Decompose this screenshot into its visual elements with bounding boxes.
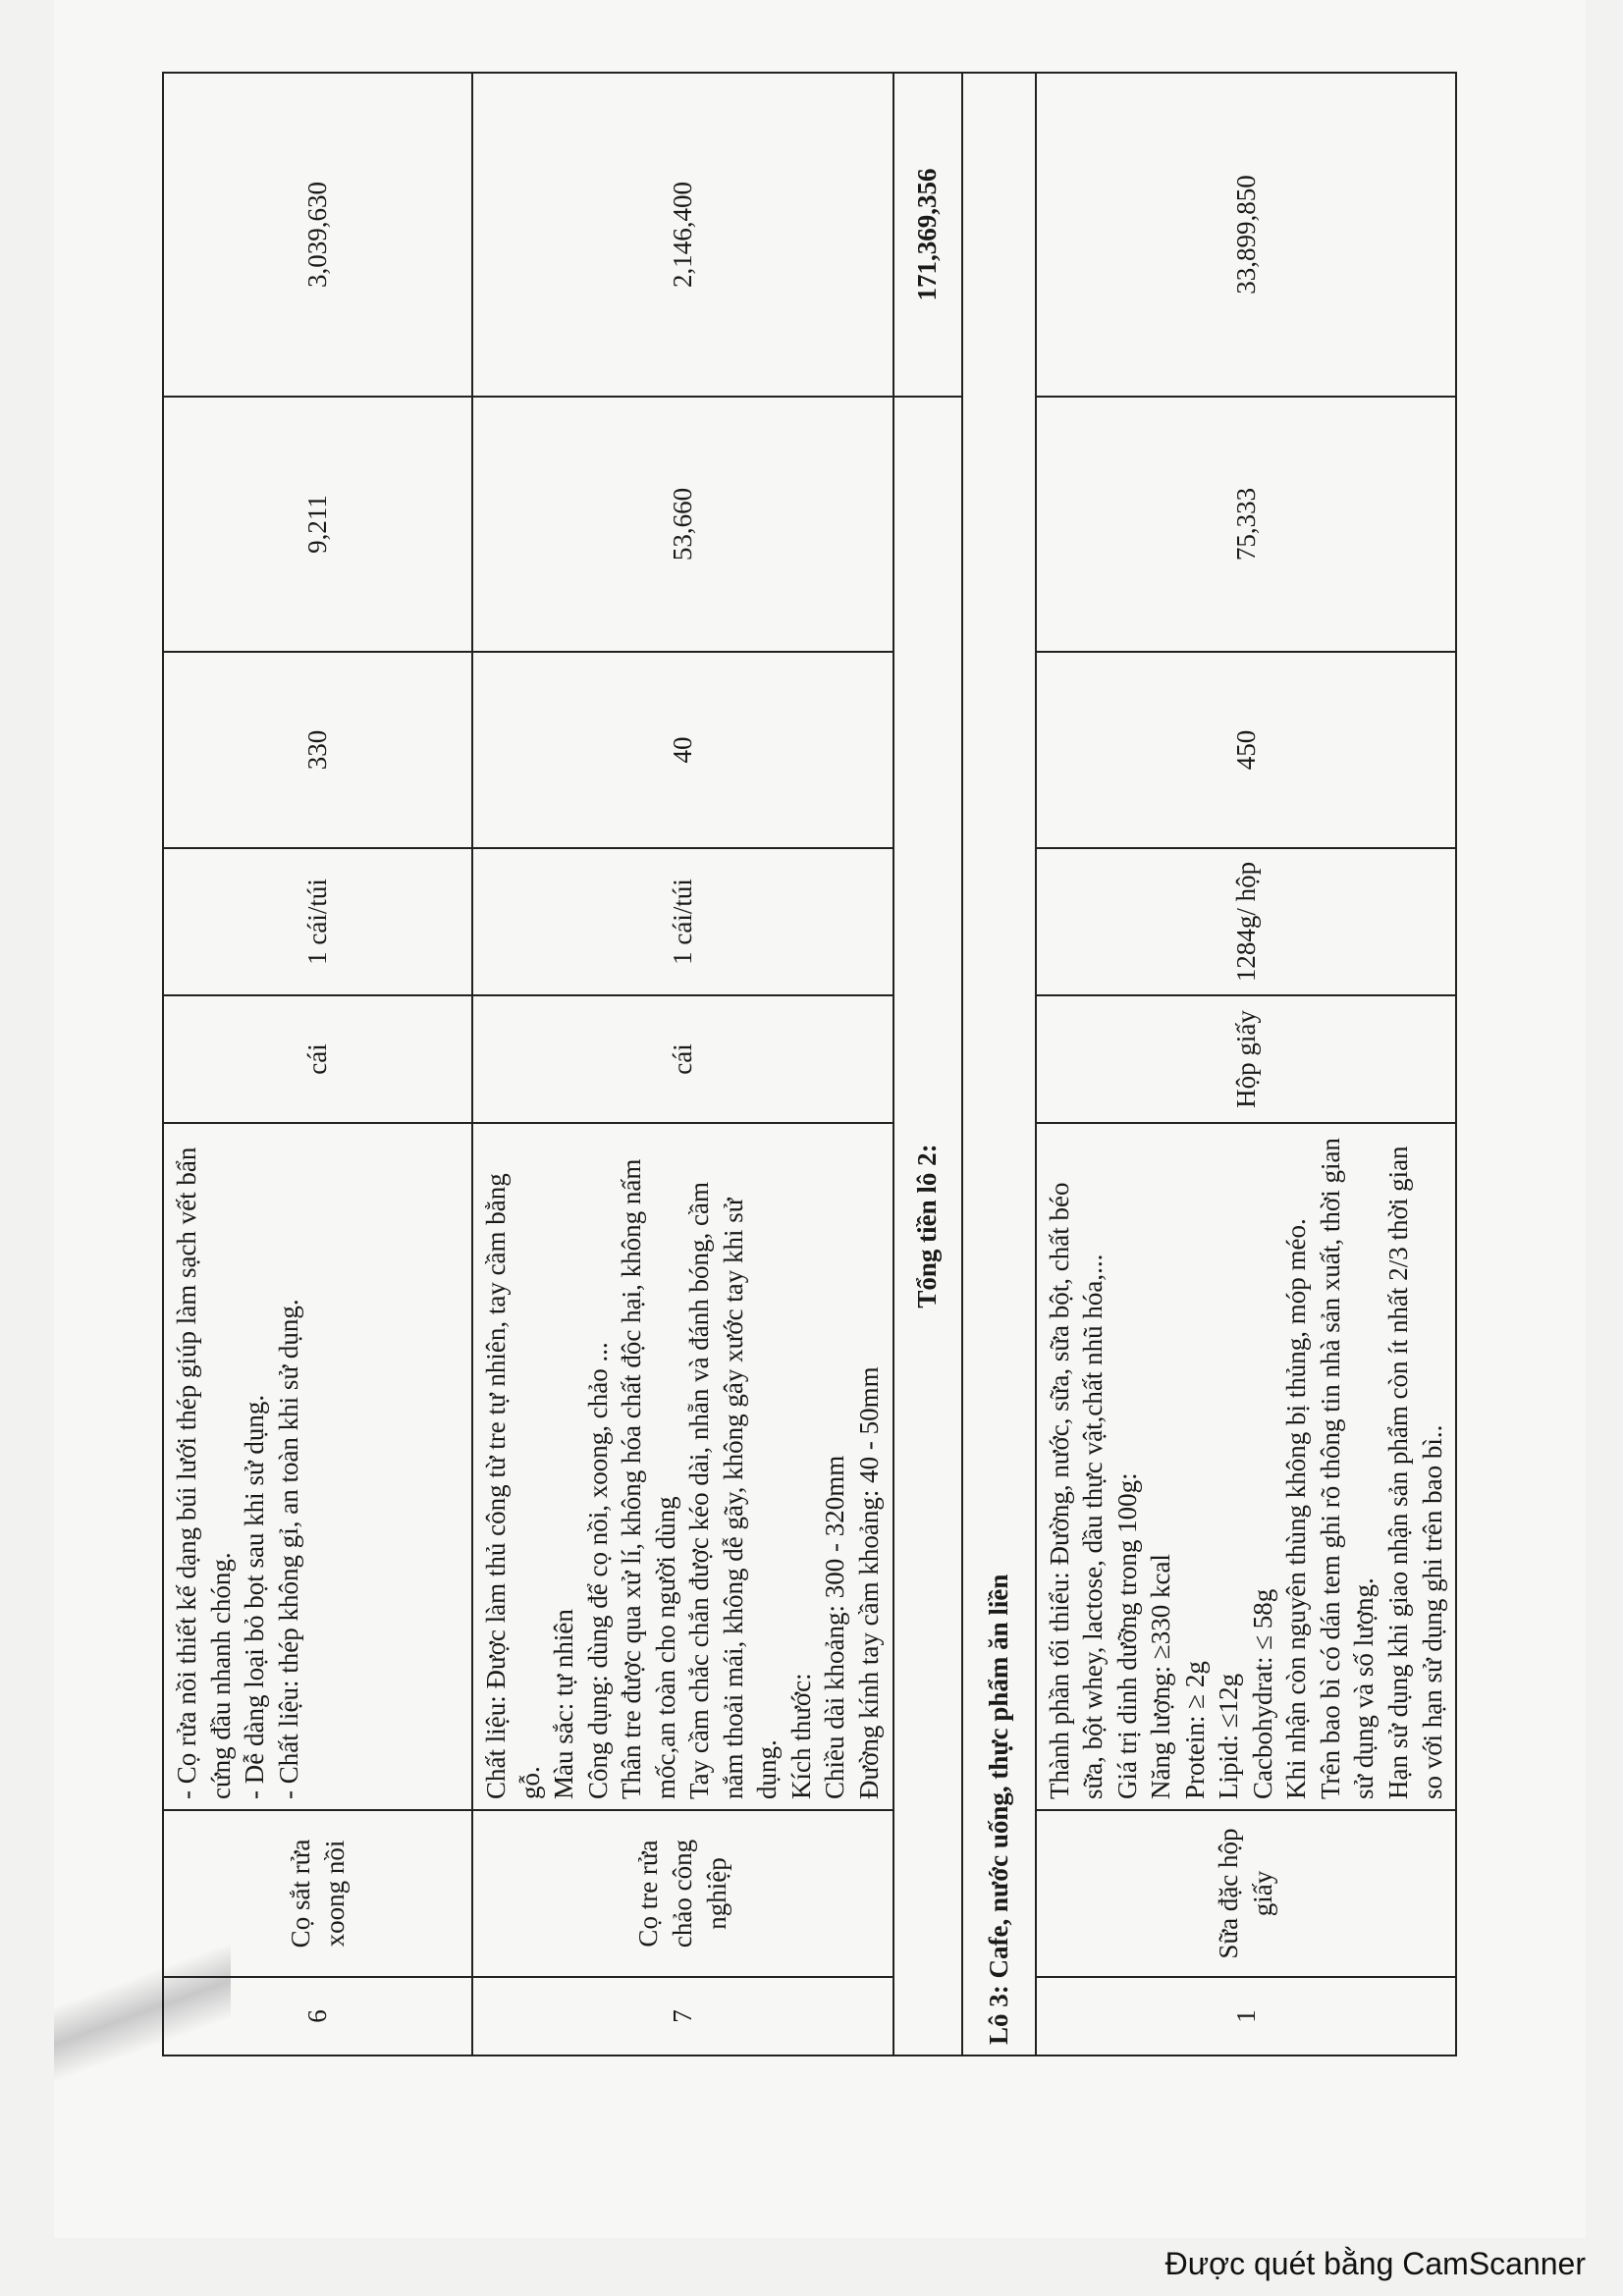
row-spec	[472, 1123, 893, 1810]
row-packing: 1 cái/túi	[163, 848, 472, 995]
spec-line: Thân tre được qua xử lí, không hóa chất độc hại, không nấm mốc,an toàn cho người dùng	[617, 1158, 680, 1799]
spec-line: Tay cầm chắc chắn được kéo dài, nhẵn và đánh bóng, cầm nắm thoải mái, không dễ gãy, không gây xước tay khi sử dụng.	[684, 1181, 783, 1799]
spec-line: Cacbohydrat: ≤ 58g	[1247, 1588, 1277, 1799]
row-spec	[163, 1123, 472, 1810]
scanner-watermark: Được quét bằng CamScanner	[1164, 2246, 1586, 2281]
spec-line: Công dụng: dùng để cọ nồi, xoong, chảo ...	[582, 1342, 613, 1799]
row-unit: Hộp giấy	[1036, 995, 1457, 1123]
row-unit-price: 9,211	[163, 397, 472, 652]
row-item-name: Sữa đặc hộp giấy	[1036, 1810, 1457, 1977]
row-total: 2,146,400	[472, 73, 893, 397]
specification-table	[162, 72, 1457, 2056]
subtotal-label: Tổng tiền lô 2:	[893, 397, 962, 2056]
row-unit: cái	[472, 995, 893, 1123]
table-row	[472, 73, 893, 2056]
spec-line: Kích thước:	[785, 1673, 816, 1799]
lot-heading: Lô 3: Cafe, nước uống, thực phẩm ăn liền	[962, 73, 1036, 2056]
spec-line: Chất liệu: Được làm thủ công từ tre tự nhiên, tay cầm bằng gỗ.	[481, 1173, 545, 1799]
spec-line: Đường kính tay cầm khoảng: 40 - 50mm	[854, 1366, 885, 1799]
spec-line: - Cọ rửa nồi thiết kế dạng búi lưới thép giúp làm sạch vết bẩn cứng đầu nhanh chóng.	[172, 1147, 236, 1799]
subtotal-value: 171,369,356	[893, 73, 962, 397]
table-row	[163, 73, 472, 2056]
row-quantity: 40	[472, 652, 893, 848]
spec-line: - Chất liệu: thép không gỉ, an toàn khi sử dụng.	[273, 1299, 303, 1799]
spec-line: Giá trị dinh dưỡng trong 100g:	[1111, 1472, 1142, 1799]
row-quantity: 450	[1036, 652, 1457, 848]
spec-line: - Dễ dàng loại bỏ bọt sau khi sử dụng.	[240, 1394, 270, 1799]
row-unit-price: 53,660	[472, 397, 893, 652]
spec-line: Hạn sử dụng khi giao nhận sản phẩm còn ít nhất 2/3 thời gian so với hạn sử dụng ghi trên bao bì..	[1383, 1146, 1447, 1799]
spec-line: Màu sắc: tự nhiên	[549, 1609, 579, 1799]
table-row	[1036, 73, 1457, 2056]
spec-line: Thành phần tối thiểu: Đường, nước, sữa, sữa bột, chất béo sữa, bột whey, lactose, dầu thực vật,chất nhũ hóa,...	[1044, 1182, 1109, 1799]
row-spec	[1036, 1123, 1457, 1810]
lot-heading-row	[962, 73, 1036, 2056]
row-unit: cái	[163, 995, 472, 1123]
row-quantity: 330	[163, 652, 472, 848]
spec-line: Khi nhận còn nguyên thùng không bị thủng, móp méo.	[1281, 1218, 1312, 1799]
row-packing: 1284g/ hộp	[1036, 848, 1457, 995]
subtotal-row	[893, 73, 962, 2056]
row-stt: 7	[472, 1977, 893, 2056]
row-item-name: Cọ tre rửa chảo công nghiệp	[472, 1810, 893, 1977]
row-packing: 1 cái/túi	[472, 848, 893, 995]
spec-line: Năng lượng: ≥330 kcal	[1146, 1554, 1176, 1799]
row-total: 3,039,630	[163, 73, 472, 397]
row-item-name: Cọ sắt rửa xoong nồi	[163, 1810, 472, 1977]
rotated-page	[162, 74, 1566, 2056]
spec-line: Trên bao bì có dán tem ghi rõ thông tin nhà sản xuất, thời gian sử dụng và số lượng.	[1315, 1138, 1380, 1799]
spec-line: Chiều dài khoảng: 300 - 320mm	[820, 1455, 850, 1799]
row-stt: 1	[1036, 1977, 1457, 2056]
row-total: 33,899,850	[1036, 73, 1457, 397]
row-unit-price: 75,333	[1036, 397, 1457, 652]
row-stt: 6	[163, 1977, 472, 2056]
spec-line: Protein: ≥ 2g	[1179, 1661, 1210, 1799]
spec-line: Lipid: ≤12g	[1214, 1673, 1244, 1799]
